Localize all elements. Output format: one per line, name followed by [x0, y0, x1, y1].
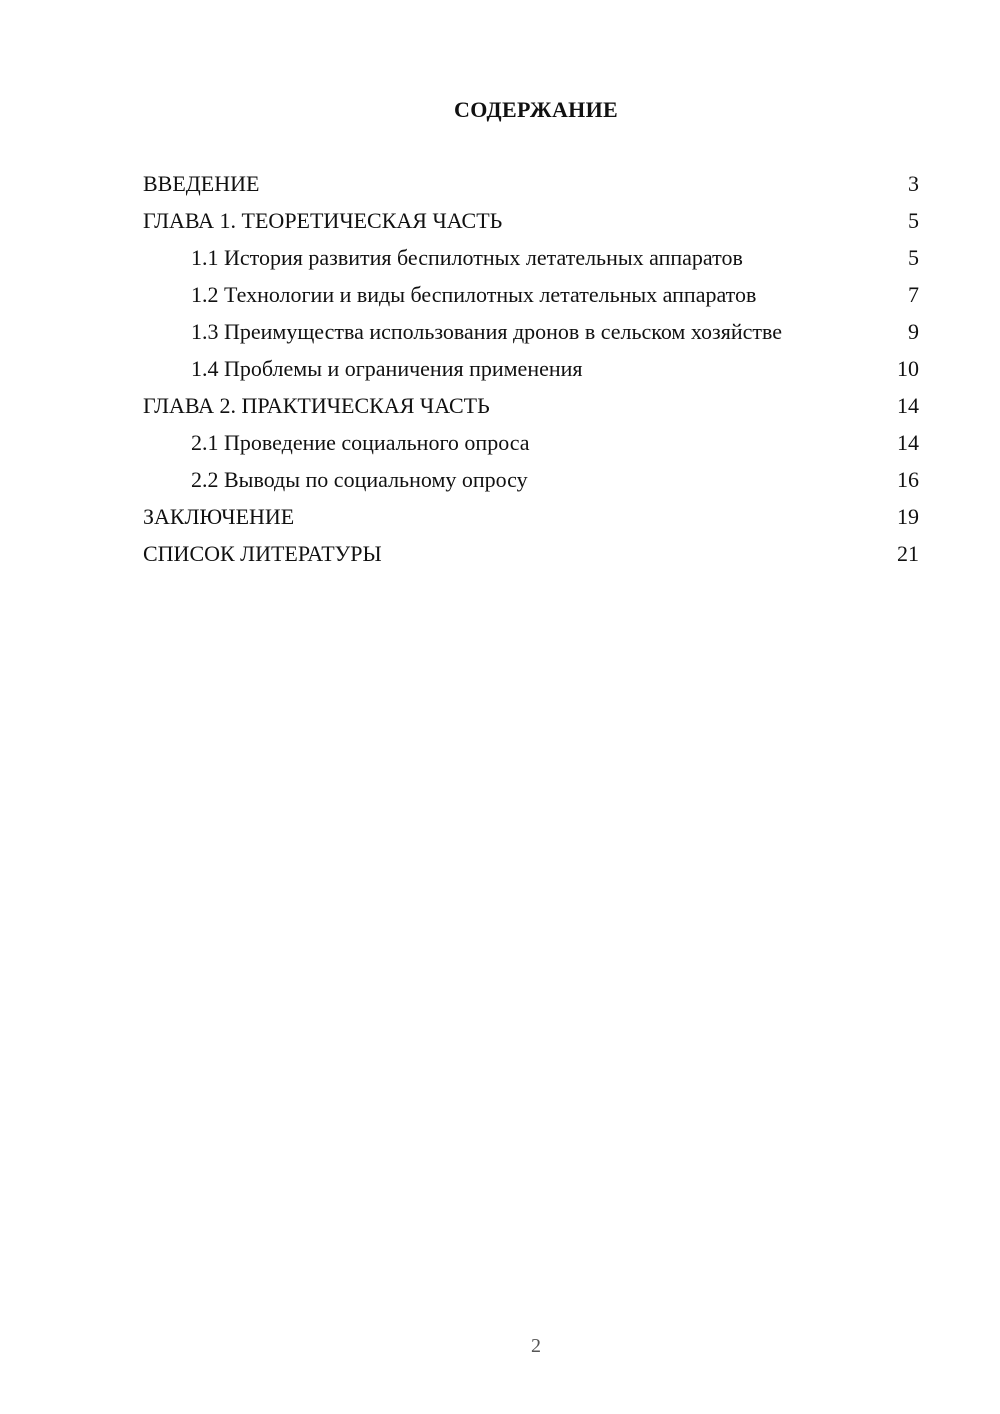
toc-entry-label: 1.1 История развития беспилотных летательных аппаратов	[191, 245, 743, 270]
toc-entry-page: 19	[897, 504, 919, 529]
toc-entry-chapter-1	[143, 207, 919, 234]
toc-entry-label: ГЛАВА 2. ПРАКТИЧЕСКАЯ ЧАСТЬ	[143, 393, 490, 418]
toc-entry-section-2-2	[143, 466, 919, 493]
toc-entry-page: 14	[897, 430, 919, 455]
toc-entry-page: 5	[908, 245, 919, 270]
table-of-contents	[143, 170, 919, 567]
toc-entry-bibliography	[143, 540, 919, 567]
toc-entry-page: 21	[897, 541, 919, 566]
toc-entry-page: 16	[897, 467, 919, 492]
toc-entry-section-1-1	[143, 244, 919, 271]
toc-entry-page: 9	[908, 319, 919, 344]
toc-entry-section-1-2	[143, 281, 919, 308]
toc-entry-label: ВВЕДЕНИЕ	[143, 171, 260, 196]
toc-entry-section-1-4	[143, 355, 919, 382]
toc-entry-label: 1.4 Проблемы и ограничения применения	[191, 356, 583, 381]
toc-entry-label: 1.3 Преимущества использования дронов в сельском хозяйстве	[191, 319, 783, 344]
toc-entry-label: ЗАКЛЮЧЕНИЕ	[143, 504, 295, 529]
toc-title: СОДЕРЖАНИЕ	[454, 97, 618, 122]
toc-entry-label: СПИСОК ЛИТЕРАТУРЫ	[143, 541, 382, 566]
toc-entry-label: 1.2 Технологии и виды беспилотных летательных аппаратов	[191, 282, 757, 307]
toc-entry-page: 3	[908, 171, 919, 196]
toc-entry-page: 10	[897, 356, 919, 381]
toc-entry-conclusion	[143, 503, 919, 530]
toc-entry-section-1-3	[143, 318, 919, 345]
toc-entry-introduction	[143, 170, 919, 197]
toc-entry-page: 7	[908, 282, 919, 307]
toc-entry-page: 5	[908, 208, 919, 233]
toc-entry-label: 2.1 Проведение социального опроса	[191, 430, 530, 455]
toc-entry-section-2-1	[143, 429, 919, 456]
toc-entry-label: 2.2 Выводы по социальному опросу	[191, 467, 528, 492]
toc-entry-page: 14	[897, 393, 919, 418]
toc-entry-label: ГЛАВА 1. ТЕОРЕТИЧЕСКАЯ ЧАСТЬ	[143, 208, 503, 233]
page-number: 2	[531, 1335, 541, 1357]
toc-entry-chapter-2	[143, 392, 919, 419]
